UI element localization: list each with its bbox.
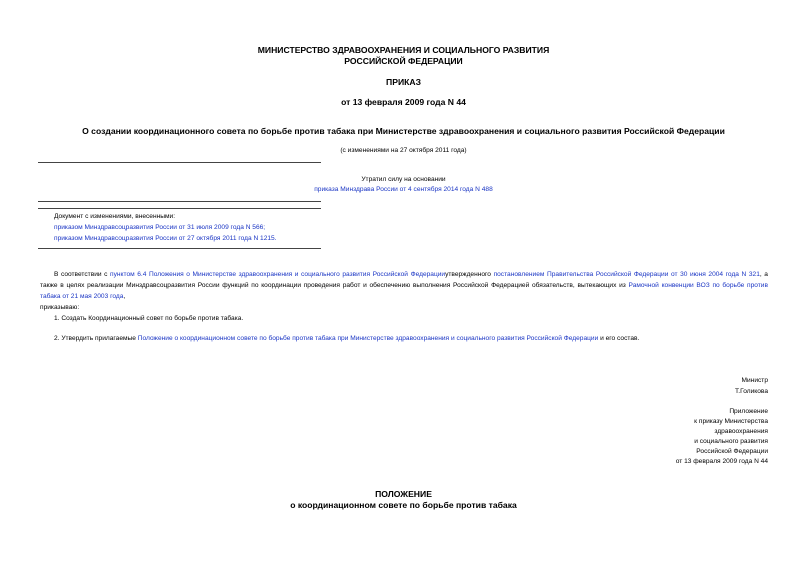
ministry-name-line1: МИНИСТЕРСТВО ЗДРАВООХРАНЕНИЯ И СОЦИАЛЬНОГО РАЗВИТИЯ <box>257 45 550 55</box>
signature-name: Т.Голикова <box>734 388 768 395</box>
who-convention-link[interactable]: Рамочной конвенции ВОЗ по борьбе против табака от 21 мая 2003 года <box>40 281 768 300</box>
preamble-text: утвержденного <box>445 270 494 278</box>
divider <box>38 162 321 163</box>
appendix-line: Российской Федерации <box>696 448 768 455</box>
preamble-text: , а также в целях реализации Минздравсоцразвития России функций по координации проведения работ и обеспечению выполнения Российской Федерацией обязательств, вытекающих из <box>40 270 768 289</box>
document-type: ПРИКАЗ <box>386 77 421 87</box>
document-title: О создании координационного совета по борьбе против табака при Министерстве здравоохранения и социального развития Российской Федерации <box>82 126 725 136</box>
item-text: и его состав. <box>598 335 640 342</box>
appendix-line: к приказу Министерства <box>694 418 768 425</box>
amendments-note: (с изменениями на 27 октября 2011 года) <box>340 147 467 154</box>
divider <box>38 201 321 202</box>
divider <box>38 248 321 249</box>
preamble-text: В соответствии с <box>54 270 111 278</box>
document-date-number: от 13 февраля 2009 года N 44 <box>341 97 466 107</box>
regulation-subheading: о координационном совете по борьбе против табака <box>290 500 517 510</box>
appendix-line: здравоохранения <box>714 428 768 435</box>
appendix-line: Приложение <box>729 408 768 415</box>
order-item-1: 1. Создать Координационный совет по борьбе против табака. <box>54 315 244 322</box>
regulation-position-link[interactable]: Положение о координационном совете по борьбе против табака при Министерстве здравоохранения и социального развития Российской Федерации <box>137 335 599 342</box>
signature-block <box>735 376 768 397</box>
change-link-566[interactable]: приказом Минздравсоцразвития России от 31 июля 2009 года N 566; <box>54 224 266 231</box>
regulation-heading: ПОЛОЖЕНИЕ <box>375 489 432 499</box>
change-link-1215[interactable]: приказом Минздравсоцразвития России от 27 октября 2011 года N 1215. <box>54 235 277 242</box>
regulation-link[interactable]: пунктом 6.4 Положения о Министерстве здравоохранения и социального развития Российской Федерации <box>110 270 446 278</box>
preamble-paragraph <box>40 269 768 302</box>
repeal-link[interactable]: приказа Минздрава России от 4 сентября 2014 года N 488 <box>314 186 493 193</box>
repeal-notice: Утратил силу на основании <box>361 176 446 183</box>
order-word: приказываю: <box>40 304 80 311</box>
divider <box>38 208 321 209</box>
ministry-name-line2: РОССИЙСКОЙ ФЕДЕРАЦИИ <box>344 56 463 66</box>
item-text: 2. Утвердить прилагаемые <box>54 335 138 342</box>
appendix-line: и социального развития <box>694 438 768 445</box>
signature-position: Министр <box>741 377 768 384</box>
preamble-text: , <box>123 292 126 300</box>
changes-intro: Документ с изменениями, внесенными: <box>54 213 176 220</box>
appendix-block <box>676 407 768 467</box>
government-decree-link[interactable]: постановлением Правительства Российской Федерации от 30 июня 2004 года N 321 <box>493 270 760 278</box>
appendix-line: от 13 февраля 2009 года N 44 <box>675 458 768 465</box>
order-item-2 <box>54 333 639 344</box>
